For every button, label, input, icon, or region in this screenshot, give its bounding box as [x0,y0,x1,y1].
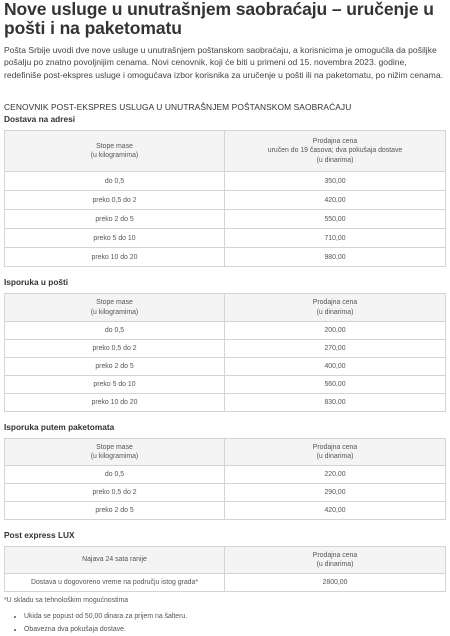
table-header-row [5,547,446,574]
table-row [5,210,446,229]
table-header-row [5,131,446,172]
table-row [5,322,446,340]
price-cell: 290,00 [225,484,446,502]
price-cell: 830,00 [225,394,446,412]
table-row [5,574,446,592]
price-cell: 550,00 [225,210,446,229]
header-price: Prodajna cena (u dinarima) [225,547,446,574]
table-row [5,248,446,267]
table-header-row [5,294,446,322]
price-cell: 350,00 [225,172,446,191]
price-cell: 420,00 [225,502,446,520]
page-title: Nove usluge u unutrašnjem saobraćaju – uručenje u pošti i na paketomatu [4,0,434,38]
price-cell: 420,00 [225,191,446,210]
price-table-address [4,130,446,267]
weight-cell: preko 2 do 5 [5,358,225,376]
weight-cell: preko 0,5 do 2 [5,340,225,358]
weight-cell: preko 0,5 do 2 [5,484,225,502]
footnote: *U skladu sa tehnološkim mogućnostima [4,597,129,605]
price-cell: 400,00 [225,358,446,376]
price-cell: 710,00 [225,229,446,248]
header-weight: Stope mase (u kilogramima) [5,294,225,322]
table-row [5,394,446,412]
table-header-row [5,439,446,466]
list-item: • Obavezna dva pokušaja dostave. [24,623,445,636]
intro-paragraph: Pošta Srbije uvodi dve nove usluge u unutrašnjem poštanskom saobraćaju, a korisnicima je omogućila da pošiljke pošalju po znatno povoljnijim cenama. Novi cenovnik, koji će biti u primeni od 15. novembra 2023. godine, redefiniše post-ekspres usluge i omogućava izbor korisnika za uručenje u pošti ili na paketomatu, po nižim cenama. [4,45,443,80]
price-table-parcel-locker [4,438,446,520]
table-row [5,191,446,210]
price-cell: 980,00 [225,248,446,267]
weight-cell: do 0,5 [5,322,225,340]
price-table-lux [4,546,446,592]
table-row [5,484,446,502]
price-table-post-office [4,293,446,412]
price-cell: 2800,00 [225,574,446,592]
section-title-lux: Post express LUX [4,530,75,541]
notes-list [4,610,445,636]
header-notice: Najava 24 sata ranije [5,547,225,574]
table-row [5,502,446,520]
header-weight: Stope mase (u kilogramima) [5,439,225,466]
price-cell: 560,00 [225,376,446,394]
weight-cell: preko 10 do 20 [5,394,225,412]
weight-cell: preko 2 do 5 [5,502,225,520]
weight-cell: preko 2 do 5 [5,210,225,229]
section-title-address: Dostava na adresi [4,114,76,125]
section-title-post-office: Isporuka u pošti [4,277,69,288]
header-price: Prodajna cena (u dinarima) [225,294,446,322]
table-row [5,466,446,484]
header-weight: Stope mase (u kilogramima) [5,131,225,172]
weight-cell: preko 5 do 10 [5,376,225,394]
price-cell: 270,00 [225,340,446,358]
header-price: Prodajna cena (u dinarima) [225,439,446,466]
table-row [5,358,446,376]
price-list-title: CENOVNIK POST-EKSPRES USLUGA U UNUTRAŠNJEM POŠTANSKOM SAOBRAĆAJU [4,102,352,113]
weight-cell: preko 0,5 do 2 [5,191,225,210]
weight-cell: do 0,5 [5,172,225,191]
table-row [5,340,446,358]
weight-cell: preko 5 do 10 [5,229,225,248]
price-cell: 200,00 [225,322,446,340]
price-cell: 220,00 [225,466,446,484]
header-price: Prodajna cena uručen do 19 časova; dva pokušaja dostave (u dinarima) [225,131,446,172]
weight-cell: preko 10 do 20 [5,248,225,267]
table-row [5,172,446,191]
service-cell: Dostava u dogovoreno vreme na području istog grada* [5,574,225,592]
table-row [5,229,446,248]
section-title-parcel-locker: Isporuka putem paketomata [4,422,115,433]
weight-cell: do 0,5 [5,466,225,484]
table-row [5,376,446,394]
list-item: • Ukida se popust od 50,00 dinara za prijem na šalteru. [24,610,445,623]
